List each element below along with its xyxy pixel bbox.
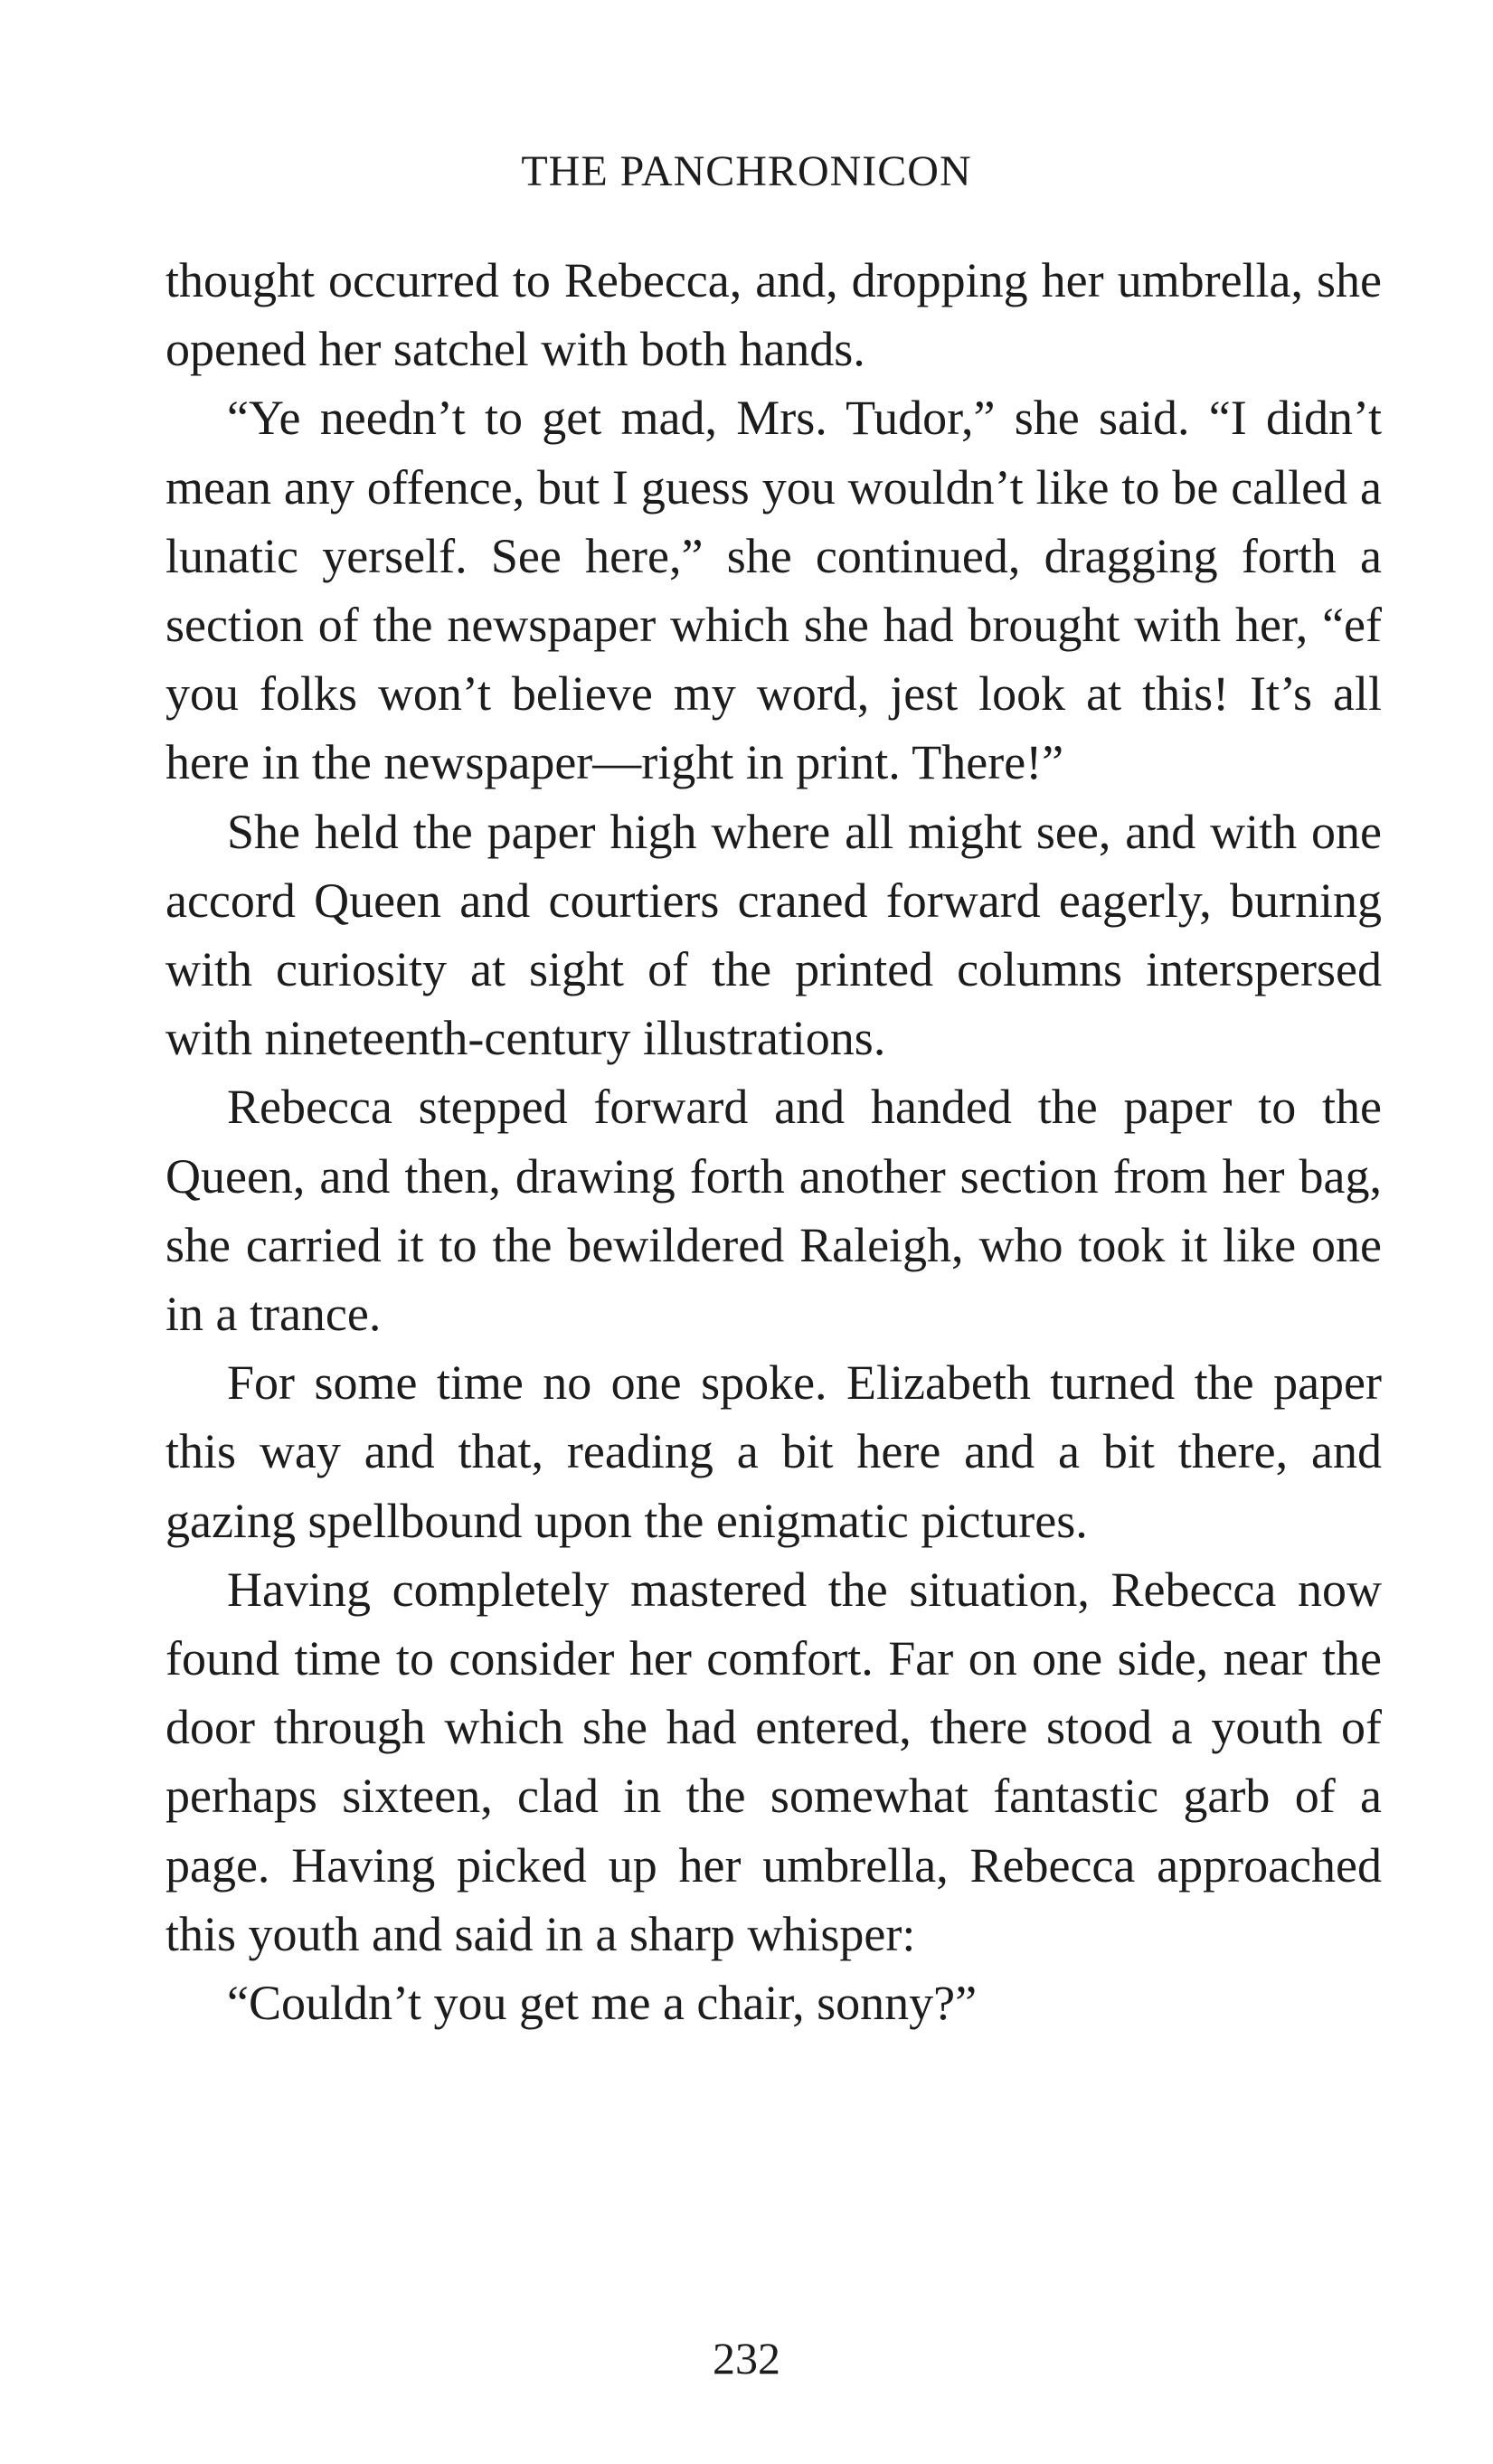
running-head-title: THE PANCHRONICON <box>521 147 972 195</box>
paragraph: “Ye needn’t to get mad, Mrs. Tudor,” she said. “I didn’t mean any offence, but I guess you wouldn’t like to be called a lunatic yerself. See here,” she continued, dragging forth a section of the newspaper which she had brought with her, “ef you folks won’t believe my word, jest look at this! It’s all here in the newspaper—right in print. There!” <box>165 391 1382 790</box>
paragraph-continued: thought occurred to Rebecca, and, dropping her umbrella, she opened her satchel with both hands. <box>165 253 1382 377</box>
page-number: 232 <box>713 2333 780 2384</box>
paragraph: For some time no one spoke. Elizabeth turned the paper this way and that, reading a bit here and a bit there, and gazing spellbound upon the enigmatic pictures. <box>165 1355 1382 1548</box>
paragraph: “Couldn’t you get me a chair, sonny?” <box>227 1976 978 2031</box>
paragraph: She held the paper high where all might see, and with one accord Queen and courtiers craned forward eagerly, burning with curiosity at sight of the printed columns interspersed with nineteenth-century illustrations. <box>165 804 1382 1066</box>
page-body <box>165 246 1382 2037</box>
paragraph: Rebecca stepped forward and handed the paper to the Queen, and then, drawing forth another section from her bag, she carried it to the bewildered Raleigh, who took it like one in a trance. <box>165 1080 1382 1342</box>
paragraph: Having completely mastered the situation, Rebecca now found time to consider her comfort. Far on one side, near the door through which she had entered, there stood a youth of perhaps sixteen, clad in the somewhat fantastic garb of a page. Having picked up her umbrella, Rebecca approached this youth and said in a sharp whisper: <box>165 1562 1382 1961</box>
